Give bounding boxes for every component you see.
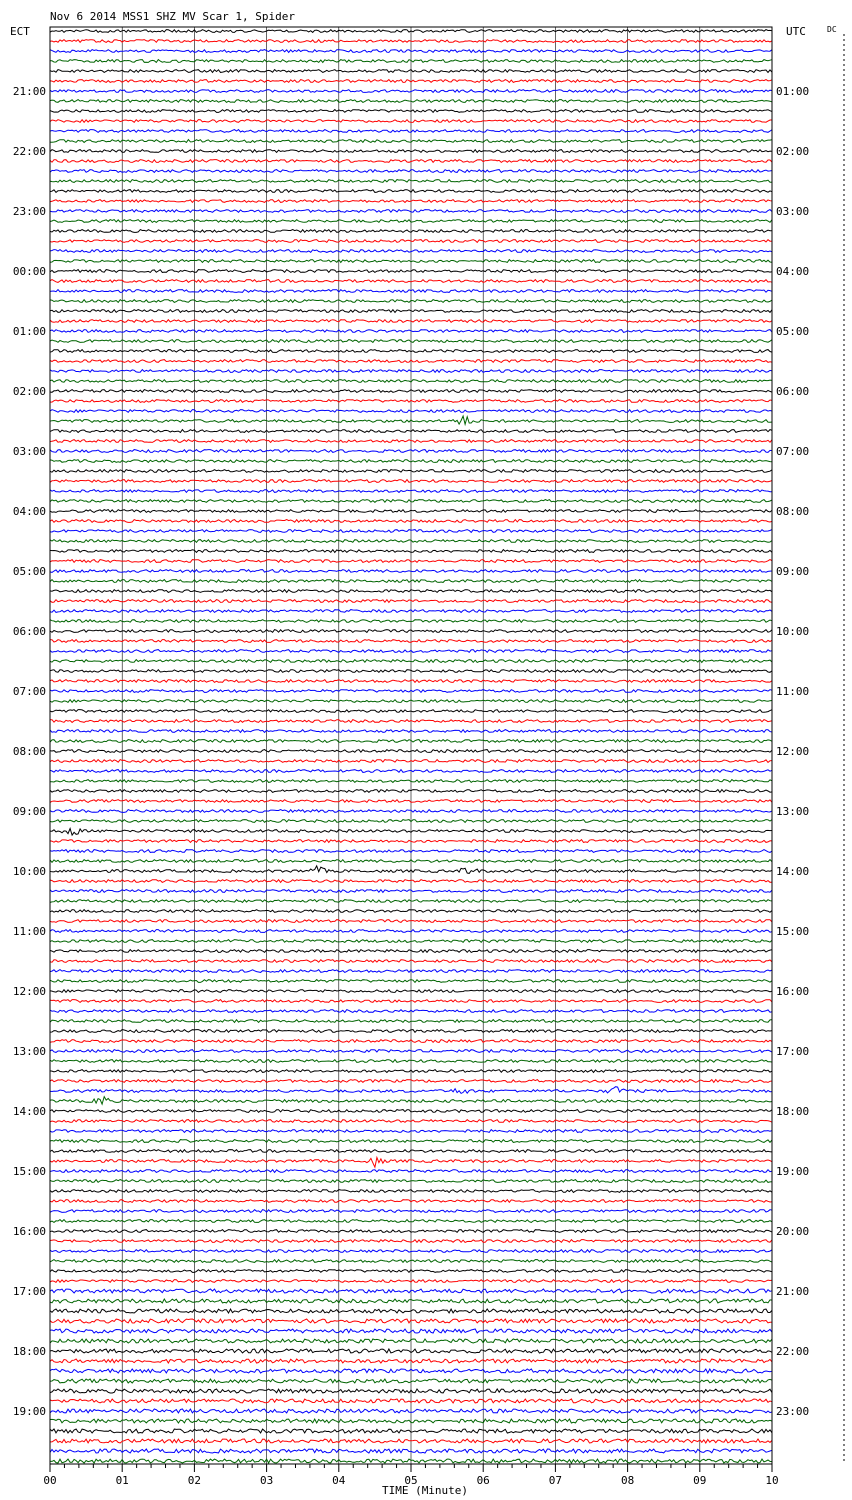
right-hour-label: 01:00: [776, 85, 810, 98]
left-hour-label: 22:00: [12, 145, 46, 158]
left-hour-label: 04:00: [12, 505, 46, 518]
left-hour-label: 00:00: [12, 265, 46, 278]
right-hour-label: 23:00: [776, 1405, 810, 1418]
minute-gridlines: [122, 27, 700, 1464]
right-hour-label: 03:00: [776, 205, 810, 218]
right-hour-label: 05:00: [776, 325, 810, 338]
right-hour-label: 11:00: [776, 685, 810, 698]
right-hour-label: 06:00: [776, 385, 810, 398]
x-tick-label: 03: [259, 1474, 274, 1487]
right-hour-label: 08:00: [776, 505, 810, 518]
left-hour-label: 13:00: [12, 1045, 46, 1058]
left-hour-label: 06:00: [12, 625, 46, 638]
right-hour-label: 17:00: [776, 1045, 810, 1058]
left-hour-label: 05:00: [12, 565, 46, 578]
x-tick-label: 08: [620, 1474, 635, 1487]
right-hour-label: 13:00: [776, 805, 810, 818]
left-hour-label: 15:00: [12, 1165, 46, 1178]
right-hour-label: 10:00: [776, 625, 810, 638]
x-tick-label: 02: [187, 1474, 202, 1487]
x-tick-label: 01: [115, 1474, 129, 1487]
right-hour-label: 22:00: [776, 1345, 810, 1358]
left-hour-label: 17:00: [12, 1285, 46, 1298]
left-hour-label: 19:00: [12, 1405, 46, 1418]
right-hour-label: 20:00: [776, 1225, 810, 1238]
left-hour-labels: [13, 85, 46, 1418]
left-hour-label: 16:00: [12, 1225, 46, 1238]
left-hour-label: 02:00: [12, 385, 46, 398]
left-hour-label: 07:00: [12, 685, 46, 698]
x-tick-label: 07: [548, 1474, 563, 1487]
right-hour-label: 07:00: [776, 445, 810, 458]
left-hour-label: 23:00: [12, 205, 46, 218]
right-hour-label: 09:00: [776, 565, 810, 578]
right-hour-label: 02:00: [776, 145, 810, 158]
right-hour-label: 18:00: [776, 1105, 810, 1118]
x-tick-label: 00: [43, 1474, 57, 1487]
dc-label: DC: [827, 25, 837, 34]
x-tick-label: 09: [693, 1474, 707, 1487]
x-tick-label: 06: [476, 1474, 490, 1487]
right-axis-label: UTC: [786, 25, 806, 38]
left-hour-label: 18:00: [12, 1345, 46, 1358]
x-tick-label: 10: [765, 1474, 779, 1487]
left-hour-label: 03:00: [12, 445, 46, 458]
left-hour-label: 14:00: [12, 1105, 46, 1118]
right-hour-label: 19:00: [776, 1165, 810, 1178]
right-hour-labels: [776, 85, 809, 1418]
left-hour-label: 21:00: [12, 85, 46, 98]
x-tick-label: 04: [332, 1474, 346, 1487]
left-hour-label: 01:00: [12, 325, 46, 338]
left-hour-label: 09:00: [12, 805, 46, 818]
left-hour-label: 12:00: [12, 985, 46, 998]
x-tick-label: 05: [404, 1474, 418, 1487]
right-hour-label: 15:00: [776, 925, 810, 938]
right-hour-label: 21:00: [776, 1285, 810, 1298]
right-hour-label: 12:00: [776, 745, 810, 758]
left-hour-label: 11:00: [12, 925, 46, 938]
left-hour-label: 10:00: [12, 865, 46, 878]
left-axis-label: ECT: [10, 25, 30, 38]
chart-title: Nov 6 2014 MSS1 SHZ MV Scar 1, Spider: [50, 10, 296, 23]
left-hour-label: 08:00: [12, 745, 46, 758]
right-hour-label: 04:00: [776, 265, 810, 278]
right-hour-label: 16:00: [776, 985, 810, 998]
x-axis-label: TIME (Minute): [381, 1484, 469, 1497]
right-hour-label: 14:00: [776, 865, 810, 878]
